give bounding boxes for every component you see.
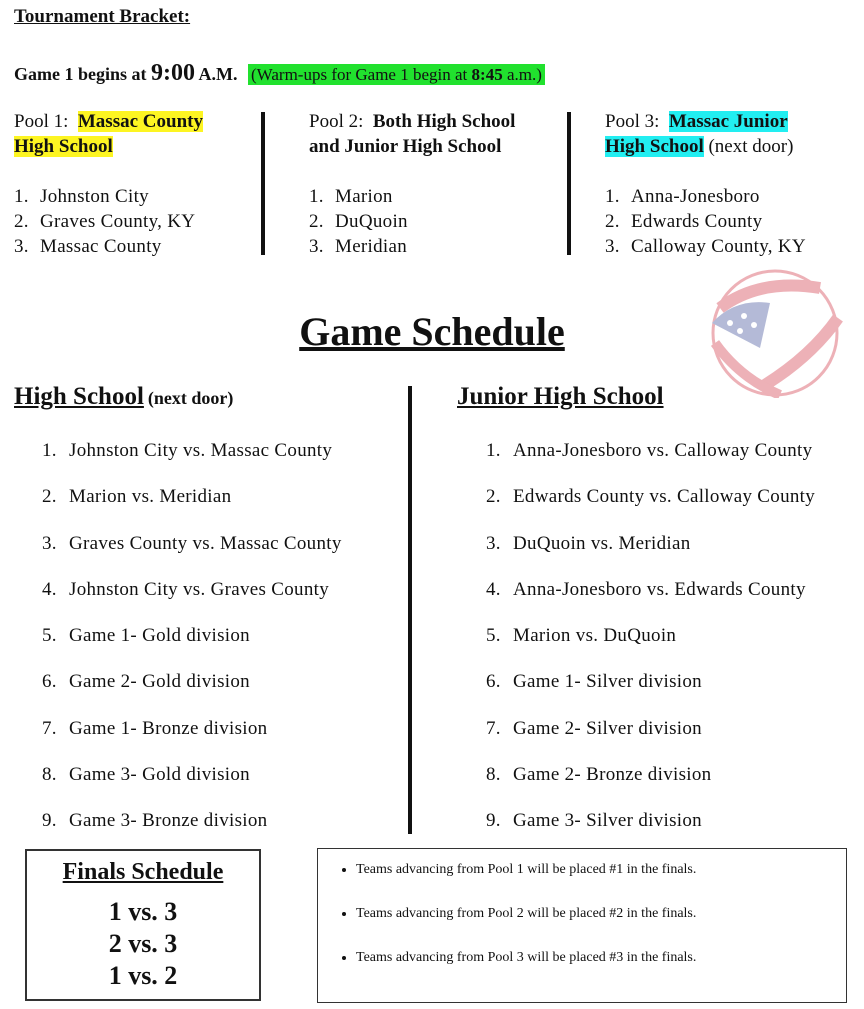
- list-item: 4. Johnston City vs. Graves County: [42, 578, 330, 600]
- list-item: 8. Game 3- Gold division: [42, 764, 250, 786]
- team-name: Calloway County, KY: [631, 236, 806, 257]
- list-item: 2. Graves County, KY: [14, 211, 196, 232]
- list-item: 5. Marion vs. DuQuoin: [486, 625, 677, 647]
- junior-high-games: [486, 440, 815, 857]
- finals-title: Finals Schedule: [62, 859, 224, 885]
- game-text: Game 1- Bronze division: [69, 717, 268, 739]
- warmup-note: [248, 64, 545, 85]
- pool-2-name-line1: Both High School: [372, 111, 516, 132]
- game-start-line: [14, 60, 545, 87]
- pool-3: [605, 109, 860, 259]
- team-name: DuQuoin: [335, 211, 408, 232]
- list-item: 4. Anna-Jonesboro vs. Edwards County: [486, 578, 806, 600]
- schedule-divider: [408, 386, 412, 834]
- high-school-games: [42, 440, 342, 857]
- pool-2-teams: [309, 184, 559, 259]
- pool-1: [14, 109, 254, 259]
- game1-prefix: Game 1 begins at: [14, 64, 147, 84]
- game-text: Johnston City vs. Graves County: [69, 578, 330, 600]
- game-text: Johnston City vs. Massac County: [69, 440, 333, 461]
- warmup-time: 8:45: [471, 65, 503, 84]
- list-item: 7. Game 2- Silver division: [486, 717, 702, 739]
- game-text: Graves County vs. Massac County: [69, 532, 342, 554]
- pool-2: [309, 109, 559, 259]
- list-item: 3. Massac County: [14, 236, 162, 257]
- game-text: Anna-Jonesboro vs. Calloway County: [513, 440, 813, 461]
- list-item: 2. Marion vs. Meridian: [42, 486, 232, 508]
- list-item: 9. Game 3- Bronze division: [42, 810, 268, 832]
- list-item: 6. Game 2- Gold division: [42, 671, 250, 693]
- game-text: Game 3- Silver division: [513, 810, 702, 832]
- team-name: Meridian: [335, 236, 408, 257]
- pool-3-name-line1: Massac Junior: [668, 111, 788, 132]
- pool-3-note: (next door): [708, 136, 794, 157]
- list-item: 3. Graves County vs. Massac County: [42, 532, 342, 554]
- game-text: Game 2- Bronze division: [513, 764, 712, 786]
- game1-suffix: A.M.: [198, 64, 238, 84]
- pool-divider: [567, 112, 571, 255]
- list-item: 8. Game 2- Bronze division: [486, 764, 712, 786]
- team-name: Johnston City: [40, 186, 149, 207]
- pool-3-teams: [605, 184, 860, 259]
- list-item: 1. Johnston City vs. Massac County: [42, 440, 333, 461]
- game-text: DuQuoin vs. Meridian: [513, 532, 691, 554]
- finals-match: 1 vs. 3: [108, 897, 178, 926]
- list-item: 1. Anna-Jonesboro vs. Calloway County: [486, 440, 813, 461]
- high-school-heading: [14, 383, 233, 411]
- game-text: Game 2- Silver division: [513, 717, 702, 739]
- finals-match: 2 vs. 3: [108, 929, 178, 958]
- list-item: 2. DuQuoin: [309, 211, 408, 232]
- list-item: 5. Game 1- Gold division: [42, 625, 250, 647]
- pool-1-teams: [14, 184, 254, 259]
- pool-2-label: Pool 2:: [309, 111, 364, 132]
- list-item: 3. Meridian: [309, 236, 408, 257]
- game-text: Edwards County vs. Calloway County: [513, 486, 816, 508]
- note-item: • Teams advancing from Pool 2 will be placed #2 in the finals.: [356, 901, 846, 945]
- game-text: Anna-Jonesboro vs. Edwards County: [513, 578, 806, 600]
- game-text: Game 1- Silver division: [513, 671, 702, 693]
- note-item: • Teams advancing from Pool 1 will be placed #1 in the finals.: [356, 857, 846, 901]
- game-text: Marion vs. Meridian: [69, 486, 232, 508]
- warmup-text: (Warm-ups for Game 1 begin at: [251, 65, 468, 84]
- game-text: Game 3- Bronze division: [69, 810, 268, 832]
- junior-high-title: Junior High School: [457, 383, 664, 410]
- list-item: 7. Game 1- Bronze division: [42, 717, 268, 739]
- list-item: 9. Game 3- Silver division: [486, 810, 702, 832]
- list-item: 3. Calloway County, KY: [605, 236, 806, 257]
- pool-3-name-line2: High School: [605, 136, 704, 157]
- pool-1-label: Pool 1:: [14, 111, 69, 132]
- pool-2-name-line2: and Junior High School: [309, 136, 502, 157]
- bracket-title: Tournament Bracket:: [14, 6, 191, 27]
- team-name: Anna-Jonesboro: [631, 186, 760, 207]
- advancement-notes: [317, 848, 847, 1003]
- team-name: Massac County: [40, 236, 162, 257]
- list-item: 1. Marion: [309, 186, 393, 207]
- list-item: 6. Game 1- Silver division: [486, 671, 702, 693]
- list-item: 2. Edwards County: [605, 211, 763, 232]
- game-text: Game 2- Gold division: [69, 671, 250, 693]
- warmup-end: a.m.): [506, 65, 542, 84]
- game-text: Game 3- Gold division: [69, 764, 250, 786]
- game-text: Game 1- Gold division: [69, 625, 250, 647]
- list-item: 1. Anna-Jonesboro: [605, 186, 760, 207]
- team-name: Edwards County: [631, 211, 763, 232]
- game1-time: 9:00: [151, 60, 195, 86]
- pool-1-name-line1: Massac County: [77, 111, 203, 132]
- team-name: Graves County, KY: [40, 211, 196, 232]
- list-item: 3. DuQuoin vs. Meridian: [486, 532, 691, 554]
- list-item: 2. Edwards County vs. Calloway County: [486, 486, 816, 508]
- high-school-sub: (next door): [147, 388, 234, 408]
- finals-box: [25, 849, 261, 1001]
- pool-3-label: Pool 3:: [605, 111, 660, 132]
- team-name: Marion: [335, 186, 393, 207]
- game-text: Marion vs. DuQuoin: [513, 625, 677, 647]
- finals-match: 1 vs. 2: [108, 961, 178, 990]
- note-item: • Teams advancing from Pool 3 will be placed #3 in the finals.: [356, 945, 846, 989]
- pool-divider: [261, 112, 265, 255]
- pool-1-name-line2: High School: [14, 136, 113, 157]
- game-schedule-title: Game Schedule: [299, 309, 565, 354]
- list-item: 1. Johnston City: [14, 186, 149, 207]
- high-school-title: High School: [14, 383, 144, 410]
